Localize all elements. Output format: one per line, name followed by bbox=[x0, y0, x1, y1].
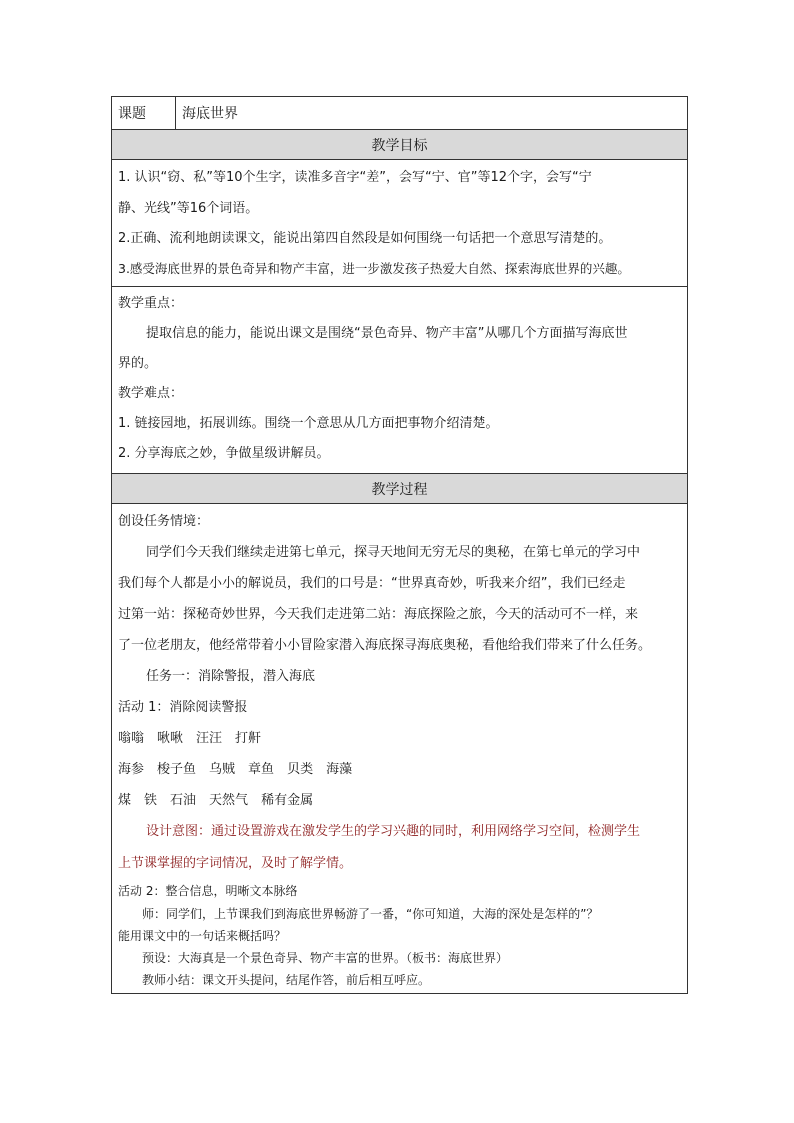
design-intent-line-2: 上节课掌握的字词情况，及时了解学情。 bbox=[118, 856, 353, 871]
design-intent-line-1: 设计意图：通过设置游戏在激发学生的学习兴趣的同时，利用网络学习空间，检测学生 bbox=[146, 824, 641, 839]
scenario-label: 创设任务情境： bbox=[118, 514, 210, 529]
activity-2: 活动 2：整合信息，明晰文本脉络 bbox=[118, 884, 298, 898]
teacher-summary: 教师小结：课文开头提问，结尾作答，前后相互呼应。 bbox=[142, 973, 431, 987]
difficulty-item-1: 1. 链接园地，拓展训练。围绕一个意思从几方面把事物介绍清楚。 bbox=[118, 416, 499, 431]
difficulty-item-2: 2. 分享海底之妙，争做星级讲解员。 bbox=[118, 446, 330, 461]
topic-row bbox=[112, 97, 688, 130]
goal-item-1a: 1. 认识“窃、私”等10个生字，读准多音字“差”，会写“宁、官”等12个字，会写“宁 bbox=[118, 170, 592, 185]
topic-value: 海底世界 bbox=[176, 97, 688, 130]
word-row-3 bbox=[118, 785, 681, 816]
process-header-row bbox=[112, 474, 688, 504]
difficulties-label: 教学难点： bbox=[118, 386, 184, 401]
word: 天然气 bbox=[209, 793, 249, 808]
word: 石油 bbox=[170, 793, 197, 808]
word: 乌贼 bbox=[209, 762, 236, 777]
word-row-2 bbox=[118, 754, 681, 785]
word: 打鼾 bbox=[235, 731, 262, 746]
intro-line-2: 我们每个人都是小小的解说员，我们的口号是：“世界真奇妙，听我来介绍”，我们已经走 bbox=[118, 576, 626, 591]
word: 啾啾 bbox=[157, 731, 184, 746]
activity-1: 活动 1：消除阅读警报 bbox=[118, 700, 248, 715]
word: 汪汪 bbox=[196, 731, 223, 746]
preset-line: 预设：大海真是一个景色奇异、物产丰富的世界。（板书：海底世界） bbox=[142, 951, 509, 965]
intro-line-1: 同学们今天我们继续走进第七单元，探寻天地间无穷无尽的奥秘，在第七单元的学习中 bbox=[146, 545, 641, 560]
word-row-1 bbox=[118, 723, 681, 754]
word: 煤 bbox=[118, 793, 132, 808]
goal-item-1b: 静、光线”等16个词语。 bbox=[118, 201, 259, 216]
word: 海参 bbox=[118, 762, 145, 777]
intro-line-4: 了一位老朋友，他经常带着小小冒险家潜入海底探寻海底奥秘，看他给我们带来了什么任务。 bbox=[118, 638, 652, 653]
goal-item-3: 3.感受海底世界的景色奇异和物产丰富，进一步激发孩子热爱大自然、探索海底世界的兴趣。 bbox=[118, 261, 630, 276]
focus-row bbox=[112, 287, 688, 474]
process-header: 教学过程 bbox=[112, 474, 688, 504]
process-row bbox=[112, 504, 688, 994]
goals-row bbox=[112, 160, 688, 287]
word: 章鱼 bbox=[248, 762, 275, 777]
key-points-line-2: 界的。 bbox=[118, 356, 158, 371]
lesson-plan-table bbox=[111, 96, 688, 994]
word: 稀有金属 bbox=[261, 793, 314, 808]
word: 海藻 bbox=[326, 762, 353, 777]
goals-header: 教学目标 bbox=[112, 130, 688, 160]
intro-line-3: 过第一站：探秘奇妙世界，今天我们走进第二站：海底探险之旅，今天的活动可不一样，来 bbox=[118, 607, 639, 622]
teacher-line-1: 师：同学们，上节课我们到海底世界畅游了一番，“你可知道，大海的深处是怎样的”？ bbox=[142, 907, 599, 921]
goal-item-2: 2.正确、流利地朗读课文，能说出第四自然段是如何围绕一句话把一个意思写清楚的。 bbox=[118, 231, 612, 246]
word: 嗡嗡 bbox=[118, 731, 145, 746]
key-points-line-1: 提取信息的能力，能说出课文是围绕“景色奇异、物产丰富”从哪几个方面描写海底世 bbox=[146, 326, 628, 341]
key-points-label: 教学重点： bbox=[118, 296, 184, 311]
topic-label: 课题 bbox=[112, 97, 176, 130]
goals-header-row bbox=[112, 130, 688, 160]
word: 梭子鱼 bbox=[157, 762, 197, 777]
word: 铁 bbox=[144, 793, 158, 808]
word: 贝类 bbox=[287, 762, 314, 777]
task-1: 任务一：消除警报，潜入海底 bbox=[146, 669, 316, 684]
teacher-line-2: 能用课文中的一句话来概括吗？ bbox=[118, 929, 287, 943]
